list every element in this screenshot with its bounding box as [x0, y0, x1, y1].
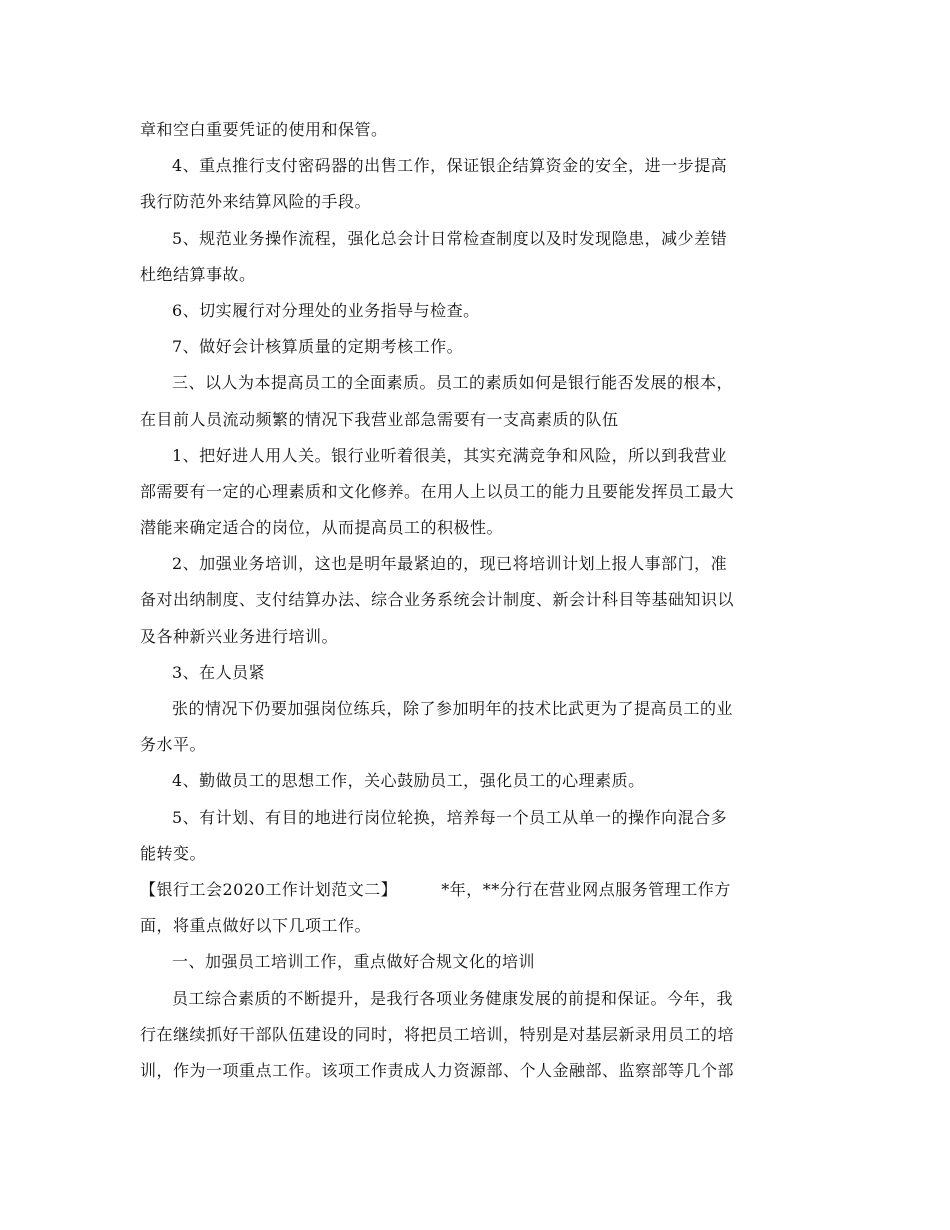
text-line: 杜绝结算事故。: [140, 264, 256, 284]
text-line: 训，作为一项重点工作。该项工作责成人力资源部、个人金融部、监察部等几个部: [140, 1060, 735, 1080]
text-line: 备对出纳制度、支付结算办法、综合业务系统会计制度、新会计科目等基础知识以: [140, 590, 735, 610]
text-line: 5、有计划、有目的地进行岗位轮换，培养每一个员工从单一的操作向混合多: [172, 807, 728, 827]
text-line: 一、加强员工培训工作，重点做好合规文化的培训: [172, 952, 536, 972]
text-line: 三、以人为本提高员工的全面素质。员工的素质如何是银行能否发展的根本，: [172, 373, 734, 393]
section-heading-line: [140, 872, 812, 908]
text-line: 及各种新兴业务进行培训。: [140, 626, 339, 646]
text-line: 张的情况下仍要加强岗位练兵，除了参加明年的技术比武更为了提高员工的业: [172, 699, 734, 718]
text-line: 在目前人员流动频繁的情况下我营业部急需要有一支高素质的队伍: [140, 409, 619, 429]
text-line: *年，**分行在营业网点服务管理工作方: [441, 879, 731, 899]
text-line: 6、切实履行对分理处的业务指导与检查。: [172, 300, 480, 320]
text-line: 1、把好进人用人关。银行业听着很美，其实充满竞争和风险，所以到我营业: [172, 445, 728, 465]
text-line: 4、重点推行支付密码器的出售工作，保证银企结算资金的安全，进一步提高: [172, 156, 728, 176]
text-line: 我行防范外来结算风险的手段。: [140, 192, 372, 212]
text-line: 面，将重点做好以下几项工作。: [140, 916, 372, 936]
text-line: 4、勤做员工的思想工作，关心鼓励员工，强化员工的心理素质。: [172, 771, 645, 791]
text-line: 7、做好会计核算质量的定期考核工作。: [172, 337, 464, 357]
text-line: 能转变。: [140, 843, 207, 863]
text-line: 部需要有一定的心理素质和文化修养。在用人上以员工的能力且要能发挥员工最大: [140, 481, 735, 501]
text-line: 潜能来确定适合的岗位，从而提高员工的积极性。: [140, 518, 504, 538]
text-line: 3、在人员紧: [172, 662, 266, 682]
text-line: 章和空白重要凭证的使用和保管。: [140, 120, 388, 139]
section-heading: 【银行工会2020工作计划范文二】: [140, 879, 398, 899]
document-body: [140, 112, 812, 1089]
text-line: 5、规范业务操作流程，强化总会计日常检查制度以及时发现隐患，减少差错: [172, 228, 728, 248]
text-line: 2、加强业务培训，这也是明年最紧迫的，现已将培训计划上报人事部门，准: [172, 554, 728, 574]
text-line: 员工综合素质的不断提升，是我行各项业务健康发展的前提和保证。今年，我: [172, 988, 734, 1008]
text-line: 行在继续抓好干部队伍建设的同时，将把员工培训，特别是对基层新录用员工的培: [140, 1024, 735, 1044]
text-line: 务水平。: [140, 735, 207, 755]
